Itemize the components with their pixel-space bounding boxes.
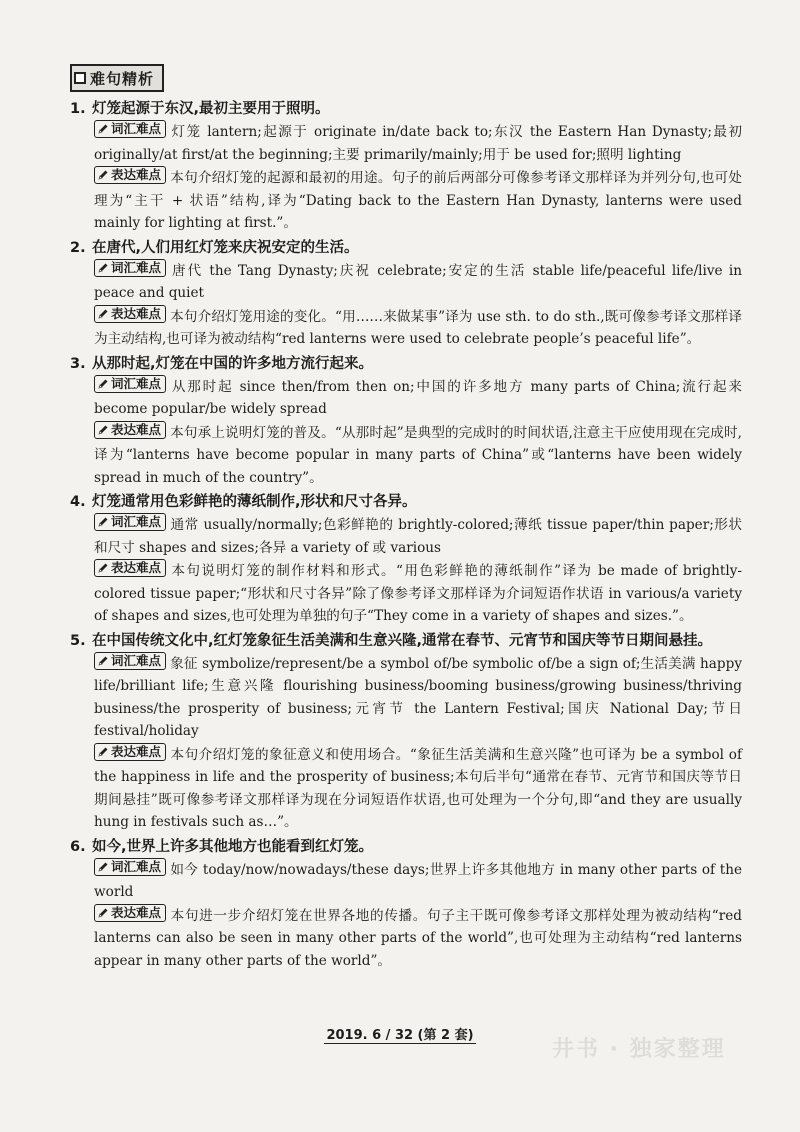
vocab-tag	[94, 375, 166, 393]
expr-tag	[94, 166, 166, 184]
pencil-icon	[97, 308, 109, 320]
expr-paragraph	[94, 305, 742, 351]
pencil-icon	[97, 746, 109, 758]
expr-text: 本句介绍灯笼的起源和最初的用途。句子的前后两部分可像参考译文那样译为并列分句,也可处理为“主干 + 状语”结构,译为“Dating back to the Eastern Han Dynasty, lanterns were used mainly for lighting at first.”。	[94, 170, 742, 231]
section-header	[70, 64, 164, 92]
vocab-tag	[94, 120, 166, 138]
item-title	[70, 836, 742, 858]
tag-label: 词汇难点	[111, 121, 162, 136]
item-sentence: 灯笼起源于东汉,最初主要用于照明。	[92, 101, 330, 117]
list-item	[70, 491, 742, 628]
item-number: 3.	[70, 355, 86, 372]
tag-label: 词汇难点	[111, 375, 162, 391]
tag-label: 表达难点	[111, 904, 162, 920]
item-number: 1.	[70, 101, 86, 117]
vocab-paragraph	[94, 858, 742, 904]
pencil-icon	[97, 424, 109, 436]
tag-label: 表达难点	[111, 743, 162, 759]
pencil-icon	[97, 378, 109, 390]
expr-paragraph	[94, 904, 742, 973]
item-title	[70, 491, 742, 513]
item-number: 6.	[70, 838, 86, 855]
pencil-icon	[97, 123, 109, 135]
vocab-text: 通常 usually/normally;色彩鲜艳的 brightly-colored;薄纸 tissue paper/thin paper;形状和尺寸 shapes and sizes;各异 a variety of 或 various	[94, 517, 742, 556]
item-title	[70, 237, 742, 259]
vocab-tag	[94, 652, 166, 670]
item-number: 2.	[70, 239, 86, 256]
list-item	[70, 353, 742, 490]
item-title	[70, 630, 742, 652]
vocab-tag	[94, 858, 166, 876]
vocab-text: 灯笼 lantern;起源于 originate in/date back to;东汉 the Eastern Han Dynasty;最初 originally/at first/at the beginning;主要 primarily/mainly;用于 be used for;照明 lighting	[94, 124, 742, 163]
pencil-icon	[97, 655, 109, 667]
expr-paragraph	[94, 166, 742, 235]
item-number: 4.	[70, 494, 86, 510]
vocab-paragraph	[94, 375, 742, 421]
expr-text: 本句介绍灯笼用途的变化。“用……来做某事”译为 use sth. to do sth.,既可像参考译文那样译为主动结构,也可译为被动结构“red lanterns were used to celebrate people’s peaceful life”。	[94, 308, 742, 347]
expr-paragraph	[94, 559, 742, 628]
item-sentence: 在中国传统文化中,红灯笼象征生活美满和生意兴隆,通常在春节、元宵节和国庆等节日期间悬挂。	[92, 632, 713, 649]
expr-text: 本句进一步介绍灯笼在世界各地的传播。句子主干既可像参考译文那样处理为被动结构“red lanterns can also be seen in many other parts of the world”,也可处理为主动结构“red lanterns appear in many other parts of the world”。	[94, 907, 742, 969]
tag-label: 表达难点	[111, 167, 162, 182]
tag-label: 表达难点	[111, 560, 162, 575]
expr-tag	[94, 904, 166, 922]
tag-label: 表达难点	[111, 421, 162, 437]
item-sentence: 在唐代,人们用红灯笼来庆祝安定的生活。	[92, 239, 359, 256]
item-title	[70, 98, 742, 120]
pencil-icon	[97, 262, 109, 274]
pencil-icon	[97, 861, 109, 873]
tag-label: 词汇难点	[111, 514, 162, 529]
item-title	[70, 353, 742, 375]
pencil-icon	[97, 907, 109, 919]
expr-tag	[94, 743, 166, 761]
list-item	[70, 237, 742, 351]
list-item	[70, 630, 742, 834]
vocab-paragraph	[94, 259, 742, 305]
item-sentence: 灯笼通常用色彩鲜艳的薄纸制作,形状和尺寸各异。	[92, 494, 417, 510]
vocab-paragraph	[94, 120, 742, 166]
vocab-paragraph	[94, 513, 742, 559]
expr-tag	[94, 559, 166, 577]
pencil-icon	[97, 169, 109, 181]
expr-text: 本句说明灯笼的制作材料和形式。“用色彩鲜艳的薄纸制作”译为 be made of brightly-colored tissue paper;“形状和尺寸各异”除了像参考译文那样译为介词短语作状语 in various/a variety of shapes and sizes,也可处理为单独的句子“They come in a variety of shapes and sizes.”。	[94, 563, 742, 624]
vocab-tag	[94, 259, 166, 277]
section-marker-icon	[74, 72, 86, 84]
item-sentence: 如今,世界上许多其他地方也能看到红灯笼。	[92, 838, 374, 855]
item-number: 5.	[70, 632, 86, 649]
list-item	[70, 836, 742, 973]
expr-text: 本句介绍灯笼的象征意义和使用场合。“象征生活美满和生意兴隆”也可译为 be a symbol of the happiness in life and the prosperity of business;本句后半句“通常在春节、元宵节和国庆等节日期间悬挂”既可像参考译文那样译为现在分词短语作状语,也可处理为一个分句,即“and they are usually hung in festivals such as…”。	[94, 746, 742, 830]
vocab-text: 如今 today/now/nowadays/these days;世界上许多其他地方 in many other parts of the world	[94, 861, 742, 900]
tag-label: 表达难点	[111, 305, 162, 321]
expr-tag	[94, 421, 166, 439]
watermark: 井书 · 独家整理	[552, 1037, 726, 1062]
list-item	[70, 98, 742, 235]
pencil-icon	[97, 516, 109, 528]
page-number: 2019. 6 / 32 (第 2 套)	[326, 1028, 474, 1043]
item-sentence: 从那时起,灯笼在中国的许多地方流行起来。	[92, 355, 374, 372]
tag-label: 词汇难点	[111, 259, 162, 275]
expr-text: 本句承上说明灯笼的普及。“从那时起”是典型的完成时的时间状语,注意主干应使用现在完成时,译为“lanterns have become popular in many parts of China”或“lanterns have been widely spread in much of the country”。	[94, 424, 742, 486]
vocab-paragraph	[94, 652, 742, 743]
analysis-list	[70, 98, 742, 974]
vocab-text: 象征 symbolize/represent/be a symbol of/be symbolic of/be a sign of;生活美满 happy life/brilliant life;生意兴隆 flourishing business/booming business/growing business/thriving business/the prosperity of business;元宵节 the Lantern Festival;国庆 National Day;节日 festival/holiday	[94, 655, 742, 739]
tag-label: 词汇难点	[111, 652, 162, 668]
tag-label: 词汇难点	[111, 858, 162, 874]
expr-paragraph	[94, 743, 742, 834]
vocab-tag	[94, 513, 166, 531]
section-title: 难句精析	[90, 69, 155, 88]
expr-paragraph	[94, 421, 742, 490]
expr-tag	[94, 305, 166, 323]
vocab-text: 从那时起 since then/from then on;中国的许多地方 many parts of China;流行起来 become popular/be widely spread	[94, 378, 742, 417]
vocab-text: 唐代 the Tang Dynasty;庆祝 celebrate;安定的生活 stable life/peaceful life/live in peace and quiet	[94, 262, 742, 301]
pencil-icon	[97, 562, 109, 574]
